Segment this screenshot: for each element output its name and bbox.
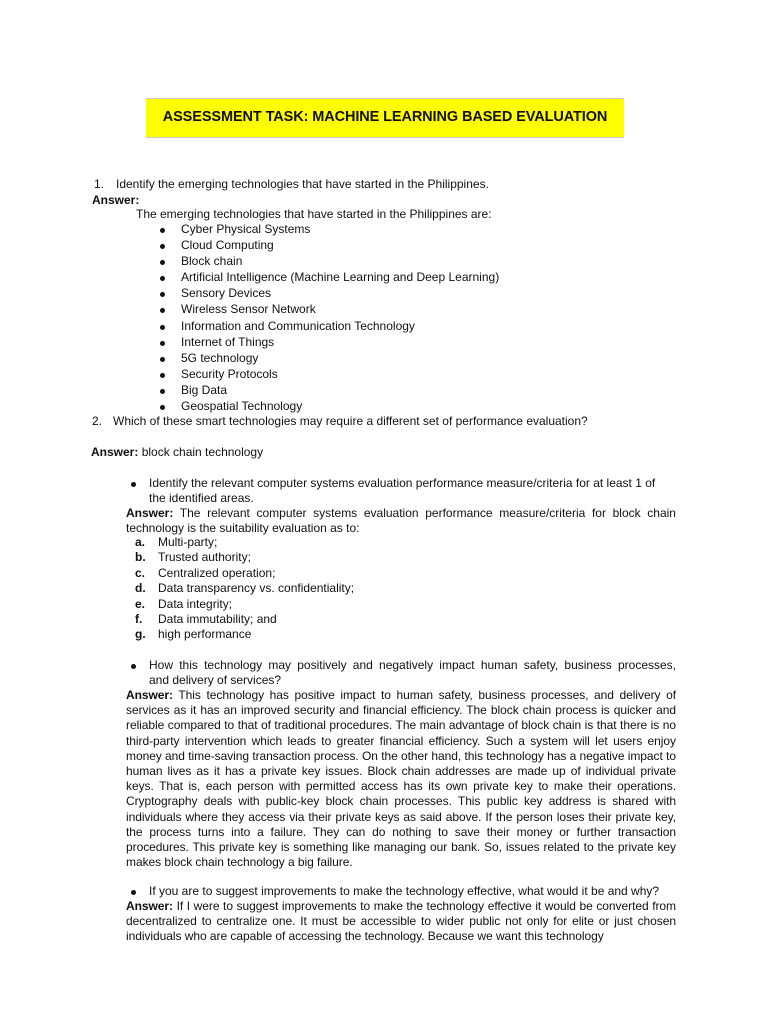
list-item: f. Data immutability; and <box>135 611 277 626</box>
sub2-question-line1: How this technology may positively and negatively impact human safety, business processes, <box>149 658 676 672</box>
list-item: a. Multi-party; <box>135 535 218 549</box>
bullet-icon <box>160 228 165 233</box>
q1-question: Identify the emerging technologies that have started in the Philippines. <box>116 177 489 191</box>
sub2-answer-text: This technology has positive impact to human safety, business processes, and delivery of services as it has an improved security and financial efficiency. The block chain process is quicker and reliable compared to that of traditional procedures. The main advantage of block chain is that there is no third-party intervention which leads to greater financial efficiency. Such a system will let users enjoy money and time-saving transaction process. On the other hand, this technology has a negative impact to human lives as it has a private key issues. Block chain addresses are made up of individual private keys. That is, each person with permitted access has its own private key to make their operations. Cryptography deals with public-key block chain processes. This public key address is shared with individuals where they access via their private keys as said above. If the person loses their private key, the process turns into a failure. They can do nothing to save their money or further transaction procedures. This private key is something like managing our bank. So, issues related to the private key makes block chain technology a big failure. <box>126 688 676 870</box>
q1-number: 1. <box>94 177 105 191</box>
sub2-answer-label: Answer: <box>126 688 173 702</box>
list-item: g. high performance <box>135 627 252 642</box>
q1-answer-label: Answer: <box>92 193 140 207</box>
bullet-icon <box>160 308 165 313</box>
sub2-answer <box>126 688 676 870</box>
q2-answer <box>91 445 263 461</box>
sub3-answer-label: Answer: <box>126 899 173 913</box>
list-item: Cloud Computing <box>181 238 499 254</box>
list-item: Sensory Devices <box>181 286 499 302</box>
bullet-icon <box>131 664 136 669</box>
bullet-icon <box>160 389 165 394</box>
list-item: Information and Communication Technology <box>181 319 499 335</box>
bullet-icon <box>160 357 165 362</box>
sub1-question-line1: Identify the relevant computer systems evaluation performance measure/criteria for at least 1 of <box>149 476 656 490</box>
document-title: ASSESSMENT TASK: MACHINE LEARNING BASED EVALUATION <box>162 109 608 126</box>
bullet-icon <box>160 292 165 297</box>
sub1-question-line2: the identified areas. <box>149 491 254 505</box>
list-item: Artificial Intelligence (Machine Learning and Deep Learning) <box>181 270 499 286</box>
sub1-criteria-list <box>135 535 355 643</box>
list-item: Wireless Sensor Network <box>181 302 499 318</box>
bullet-icon <box>160 405 165 410</box>
list-item: Big Data <box>181 383 499 399</box>
list-item: c. Centralized operation; <box>135 565 276 580</box>
q2-answer-text: block chain technology <box>141 445 264 459</box>
list-item: e. Data integrity; <box>135 596 233 611</box>
q2-number: 2. <box>92 414 103 428</box>
list-item: 5G technology <box>181 351 499 367</box>
title-banner <box>146 98 624 138</box>
list-item: Internet of Things <box>181 335 499 351</box>
list-item: Cyber Physical Systems <box>181 222 499 238</box>
sub1-answer-line2: technology is the suitability evaluation as to: <box>126 521 360 535</box>
list-item: Security Protocols <box>181 367 499 383</box>
list-item: b. Trusted authority; <box>135 550 251 565</box>
bullet-icon <box>160 373 165 378</box>
sub1-answer-line1: Answer: The relevant computer systems evaluation performance measure/criteria for block chain <box>126 506 676 520</box>
sub3-question: If you are to suggest improvements to make the technology effective, what would it be and why? <box>149 884 660 898</box>
list-item: d. Data transparency vs. confidentiality; <box>135 581 355 596</box>
q1-intro: The emerging technologies that have started in the Philippines are: <box>136 207 492 221</box>
q1-technology-list <box>181 222 499 415</box>
sub3-answer-text: If I were to suggest improvements to make the technology effective it would be converted from decentralized to centralize one. It must be accessible to wider public not only for elite or just chosen individuals who are capable of accessing the technology. Because we want this technology <box>126 899 676 944</box>
sub1-answer-label: Answer: <box>126 506 174 520</box>
q2-answer-label: Answer: <box>91 445 139 459</box>
bullet-icon <box>131 482 136 487</box>
list-item: Geospatial Technology <box>181 399 499 415</box>
bullet-icon <box>160 260 165 265</box>
sub3-answer <box>126 899 676 945</box>
bullet-icon <box>160 244 165 249</box>
sub2-question-line2: and delivery of services? <box>149 673 282 687</box>
bullet-icon <box>160 325 165 330</box>
bullet-icon <box>131 890 136 895</box>
bullet-icon <box>160 341 165 346</box>
q2-question: Which of these smart technologies may require a different set of performance evaluation? <box>113 414 588 428</box>
bullet-icon <box>160 276 165 281</box>
list-item: Block chain <box>181 254 499 270</box>
